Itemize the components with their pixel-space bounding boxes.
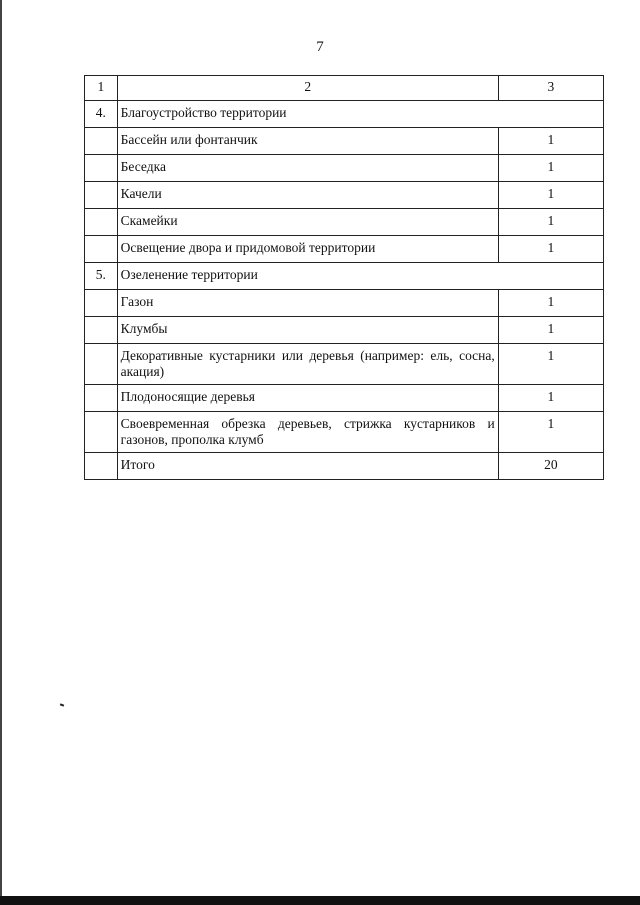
- section-title: Озеленение территории: [117, 263, 603, 290]
- row-text: Скамейки: [117, 209, 498, 236]
- row-number: [85, 344, 118, 385]
- row-text: Декоративные кустарники или деревья (например: ель, сосна, акация): [117, 344, 498, 385]
- total-label: Итого: [117, 453, 498, 480]
- row-number: [85, 385, 118, 412]
- row-value: 1: [498, 128, 603, 155]
- row-text: Клумбы: [117, 317, 498, 344]
- row-text: Бассейн или фонтанчик: [117, 128, 498, 155]
- column-header-number: 1: [85, 76, 118, 101]
- section-title: Благоустройство территории: [117, 101, 603, 128]
- row-number: [85, 412, 118, 453]
- row-value: 1: [498, 182, 603, 209]
- row-text: Газон: [117, 290, 498, 317]
- total-value: 20: [498, 453, 603, 480]
- scan-edge: [0, 0, 2, 905]
- table-row: [85, 344, 604, 385]
- page-number: 7: [316, 39, 324, 55]
- column-header-item: 2: [117, 76, 498, 101]
- table-row: [85, 155, 604, 182]
- section-row: [85, 101, 604, 128]
- row-number: [85, 209, 118, 236]
- table-row: [85, 385, 604, 412]
- row-value: 1: [498, 155, 603, 182]
- column-header-score: 3: [498, 76, 603, 101]
- row-value: 1: [498, 344, 603, 385]
- row-text: Беседка: [117, 155, 498, 182]
- row-number: [85, 290, 118, 317]
- criteria-table: [84, 75, 604, 480]
- row-number: [85, 182, 118, 209]
- table-header-row: [85, 76, 604, 101]
- row-value: 1: [498, 412, 603, 453]
- scan-edge: [0, 896, 640, 905]
- row-number: [85, 128, 118, 155]
- row-text: Освещение двора и придомовой территории: [117, 236, 498, 263]
- row-value: 1: [498, 209, 603, 236]
- row-number: [85, 236, 118, 263]
- row-number: 5.: [85, 263, 118, 290]
- row-number: [85, 155, 118, 182]
- table-row: [85, 412, 604, 453]
- table-row: [85, 128, 604, 155]
- section-row: [85, 263, 604, 290]
- row-value: 1: [498, 385, 603, 412]
- row-text: Плодоносящие деревья: [117, 385, 498, 412]
- row-number: 4.: [85, 101, 118, 128]
- scan-speck: [60, 703, 64, 706]
- row-number: [85, 453, 118, 480]
- total-row: [85, 453, 604, 480]
- table-row: [85, 209, 604, 236]
- row-value: 1: [498, 317, 603, 344]
- row-text: Своевременная обрезка деревьев, стрижка кустарников и газонов, прополка клумб: [117, 412, 498, 453]
- table-row: [85, 182, 604, 209]
- row-value: 1: [498, 236, 603, 263]
- table-row: [85, 236, 604, 263]
- table-row: [85, 290, 604, 317]
- row-number: [85, 317, 118, 344]
- table-row: [85, 317, 604, 344]
- row-value: 1: [498, 290, 603, 317]
- row-text: Качели: [117, 182, 498, 209]
